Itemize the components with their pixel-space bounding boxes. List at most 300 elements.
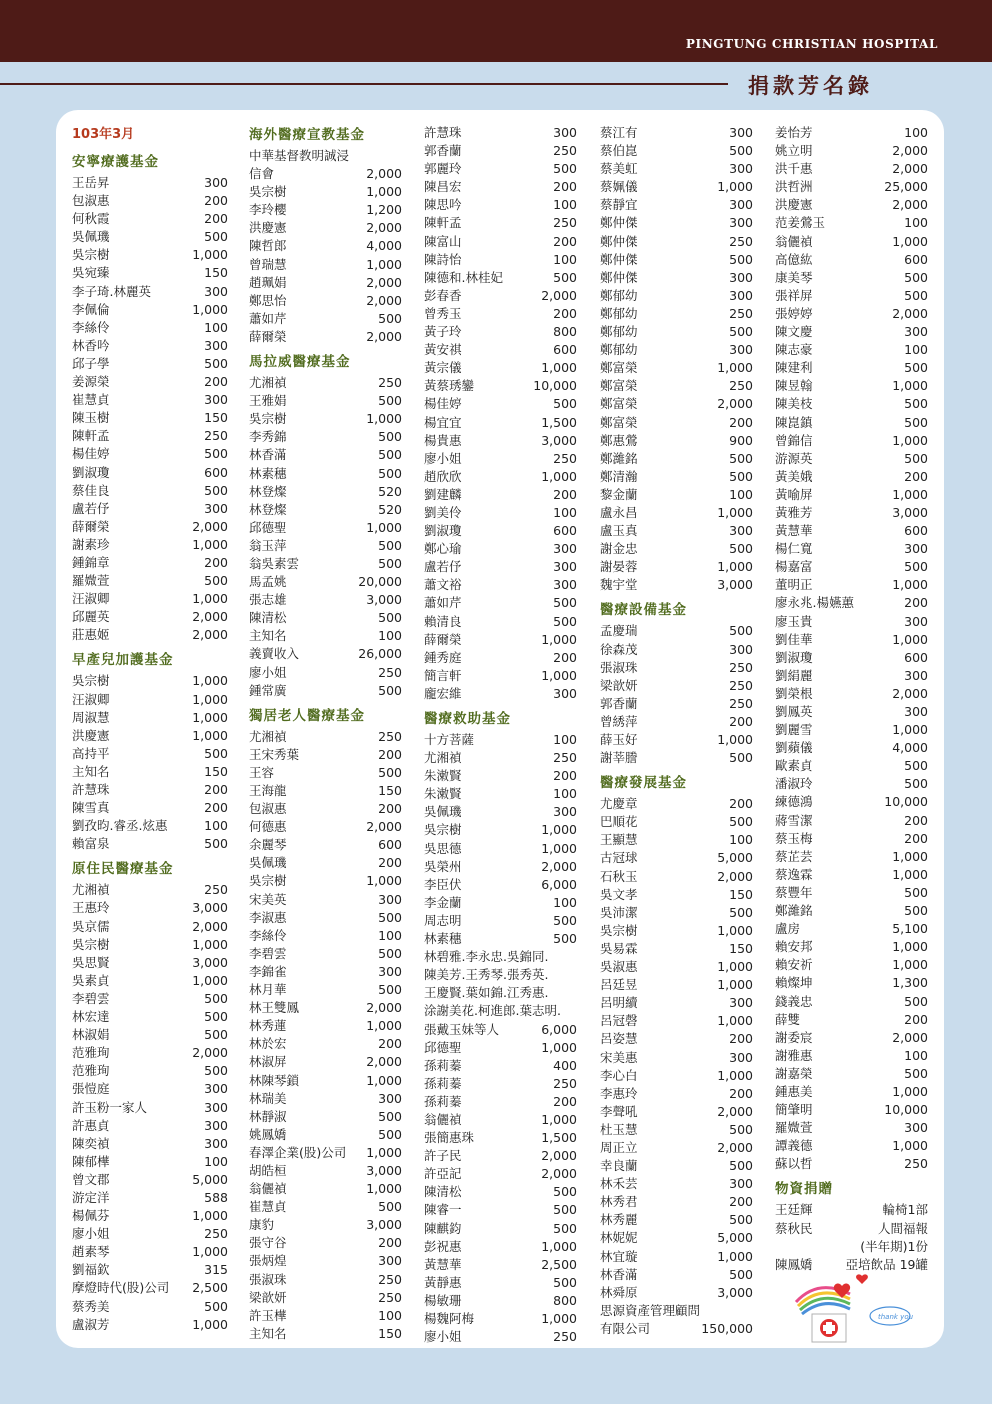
donation-amount: 200 <box>729 713 753 729</box>
donation-amount: 1,000 <box>541 667 577 683</box>
donor-row <box>775 920 928 938</box>
donation-amount: 500 <box>378 310 402 326</box>
donor-name: 楊敏珊 <box>424 1292 462 1308</box>
donation-amount: 1,000 <box>717 1248 753 1264</box>
donor-row <box>424 821 577 839</box>
fund-section-title: 醫療發展基金 <box>600 775 687 792</box>
donor-row <box>600 233 753 251</box>
donor-name: 洪慶憲 <box>72 727 110 743</box>
donor-row <box>775 414 928 432</box>
donor-row <box>775 486 928 504</box>
donor-name: 張淑珠 <box>600 659 638 675</box>
donor-row <box>775 522 928 540</box>
donation-amount: 500 <box>904 414 928 430</box>
donor-row <box>249 465 402 483</box>
donor-row <box>249 274 402 292</box>
donor-name: 趙珮娟 <box>249 274 287 290</box>
donor-name: 蘇以哲 <box>775 1156 813 1172</box>
donor-name: 陳詩怡 <box>424 251 462 267</box>
donation-amount: 500 <box>553 931 577 947</box>
donor-name: 李絲伶 <box>72 319 110 335</box>
donor-name: 鍾秀庭 <box>424 649 462 665</box>
donor-row <box>249 237 402 255</box>
donation-amount: 500 <box>904 776 928 792</box>
donor-name: 劉榮根 <box>775 685 813 701</box>
donor-name: 彭祝惠 <box>424 1238 462 1254</box>
donation-amount: 1,000 <box>717 922 753 938</box>
donation-amount: 250 <box>729 677 753 693</box>
donation-amount: 300 <box>204 283 228 299</box>
donor-name: 謝晏蓉 <box>600 559 638 575</box>
donor-name: 翁儷禎 <box>249 1181 287 1197</box>
donation-amount: 500 <box>204 355 228 371</box>
donor-name: 楊魏阿梅 <box>424 1311 475 1326</box>
donor-row <box>775 323 928 341</box>
donor-row <box>424 1039 577 1057</box>
donor-row <box>249 1289 402 1307</box>
donation-amount: 1,000 <box>366 1144 402 1160</box>
donor-name: 杜玉慧 <box>600 1121 638 1137</box>
donor-row <box>249 728 402 746</box>
donor-name: 簡肇明 <box>775 1102 813 1118</box>
donor-row <box>424 1111 577 1129</box>
donor-name: 陳美芳.王秀琴.張秀英. <box>424 967 549 983</box>
donor-row <box>249 201 402 219</box>
donor-name: 鄭心瑜 <box>424 541 462 557</box>
donation-amount: 10,000 <box>884 794 928 810</box>
donor-row <box>600 1175 753 1193</box>
donor-row <box>424 414 577 432</box>
donor-name: 黃宗儀 <box>424 360 462 376</box>
donation-amount: 5,000 <box>717 1230 753 1246</box>
donor-row <box>72 1044 228 1062</box>
donor-row <box>600 269 753 287</box>
donor-name: 陳德和.林桂妃 <box>424 269 503 285</box>
donor-row <box>72 781 228 799</box>
donation-amount: 1,000 <box>892 722 928 738</box>
donation-amount: 500 <box>204 990 228 1006</box>
donor-name: 林秀蓮 <box>249 1018 287 1034</box>
donation-amount: 3,000 <box>192 954 228 970</box>
donor-row <box>600 1229 753 1247</box>
issue-month: 103年3月 <box>72 127 135 142</box>
donor-name: 張祥屏 <box>775 287 813 303</box>
donation-amount: 2,000 <box>366 274 402 290</box>
donation-amount: 1,000 <box>192 691 228 707</box>
donation-amount: 100 <box>378 1307 402 1323</box>
donor-row <box>72 1153 228 1171</box>
donor-row <box>249 1307 402 1325</box>
donor-row <box>775 1029 928 1047</box>
donation-amount: 300 <box>553 804 577 820</box>
donation-amount: 1,500 <box>541 414 577 430</box>
donor-name: 尤湘禎 <box>424 750 462 766</box>
donor-name: 蔡靜宜 <box>600 197 638 213</box>
donor-row <box>600 1121 753 1139</box>
donation-amount: 100 <box>904 342 928 358</box>
donation-amount: 1,000 <box>192 247 228 263</box>
donor-row <box>249 1271 402 1289</box>
donor-row <box>600 395 753 413</box>
donor-row <box>424 1093 577 1111</box>
donor-row <box>600 558 753 576</box>
donation-amount: 2,000 <box>541 1166 577 1182</box>
donor-row <box>775 830 928 848</box>
donor-row <box>424 1238 577 1256</box>
donation-amount: 150 <box>204 410 228 426</box>
donor-name: 蕭文裕 <box>424 577 462 593</box>
donation-amount: 500 <box>729 1158 753 1174</box>
donor-name: 許慧珠 <box>424 125 462 140</box>
donation-amount: 150 <box>729 940 753 956</box>
donor-row <box>424 1057 577 1075</box>
donation-amount: 500 <box>378 393 402 409</box>
donor-row <box>424 522 577 540</box>
donation-amount: 1,000 <box>892 866 928 882</box>
donor-row <box>424 984 577 1002</box>
donor-name: 劉鳳英 <box>775 704 813 719</box>
donation-amount: 1,000 <box>892 1083 928 1099</box>
donor-name: 陳奕禎 <box>72 1135 110 1151</box>
donation-amount: 1,000 <box>717 732 753 747</box>
donor-name: 曾秀玉 <box>424 305 462 321</box>
donor-name: 謝素珍 <box>72 536 110 552</box>
donor-name: 周志明 <box>424 912 462 928</box>
donation-amount: 200 <box>204 554 228 570</box>
donation-amount: 500 <box>378 610 402 626</box>
donation-amount: 300 <box>904 541 928 557</box>
donor-name: 林登燦 <box>249 501 287 517</box>
donation-amount: 200 <box>204 374 228 390</box>
donor-name: 李子琦.林麗英 <box>72 283 151 299</box>
donor-row <box>249 428 402 446</box>
donation-amount: 200 <box>378 1036 402 1052</box>
donor-row <box>600 468 753 486</box>
donation-amount: 500 <box>378 555 402 571</box>
donor-row <box>600 1157 753 1175</box>
donor-name: 蔡伯崑 <box>600 143 638 159</box>
donor-name: 義賣收入 <box>249 646 300 662</box>
donation-amount: 500 <box>904 903 928 919</box>
donor-row <box>424 1328 577 1346</box>
donor-row <box>249 1234 402 1252</box>
donor-name: 練德鴻 <box>775 794 813 810</box>
donor-row <box>249 1072 402 1090</box>
donor-row <box>600 849 753 867</box>
donor-name: 鍾錦章 <box>72 554 110 570</box>
donor-name: 賴安祈 <box>775 957 813 973</box>
donor-row <box>775 1047 928 1065</box>
donor-name: 姜源榮 <box>72 374 110 390</box>
donor-name: 劉孜昀.睿丞.炫惠 <box>72 818 168 834</box>
donor-name: 呂冠磬 <box>600 1013 638 1029</box>
donation-amount: 300 <box>204 1099 228 1115</box>
donation-amount: 5,000 <box>717 850 753 866</box>
donor-row <box>249 1017 402 1035</box>
donor-row <box>600 1211 753 1229</box>
donor-name: 林宜璇 <box>600 1248 638 1264</box>
donor-row <box>249 519 402 537</box>
donation-amount: 300 <box>204 392 228 408</box>
donor-row <box>775 703 928 721</box>
donor-row <box>72 1261 228 1279</box>
donation-amount: 1,000 <box>717 360 753 376</box>
donor-row <box>600 1067 753 1085</box>
donation-amount: 2,500 <box>541 1256 577 1272</box>
donor-row <box>424 1147 577 1165</box>
donor-row <box>775 341 928 359</box>
donor-row <box>72 1099 228 1117</box>
donor-name: 姜怡芳 <box>775 125 813 140</box>
donation-amount: 250 <box>378 728 402 744</box>
donor-name: 王宋秀葉 <box>249 746 300 762</box>
donation-amount: 1,000 <box>366 256 402 272</box>
donor-row <box>424 558 577 576</box>
donor-name: 鄭郁幼 <box>600 324 638 340</box>
donation-amount: 300 <box>729 641 753 657</box>
donation-amount: 4,000 <box>366 238 402 254</box>
donor-row <box>72 691 228 709</box>
donor-name: 趙素琴 <box>72 1244 110 1260</box>
donor-row <box>72 409 228 427</box>
donor-row <box>775 359 928 377</box>
donor-row <box>72 727 228 745</box>
donor-name: 謝雅惠 <box>775 1047 813 1063</box>
donor-name: 吳宗樹 <box>600 922 638 938</box>
donor-row <box>72 391 228 409</box>
donation-amount: 500 <box>553 269 577 285</box>
donation-amount: 1,000 <box>192 709 228 725</box>
donor-row <box>249 909 402 927</box>
donor-row <box>72 990 228 1008</box>
donation-amount: 200 <box>204 782 228 797</box>
donor-row <box>424 359 577 377</box>
donor-row <box>424 1129 577 1147</box>
donor-name: 郭香蘭 <box>600 695 638 711</box>
donor-name: 薛雙 <box>775 1011 801 1027</box>
donation-amount: 600 <box>904 649 928 665</box>
donation-amount: 1,000 <box>892 631 928 647</box>
donor-name: 尤慶章 <box>600 796 638 812</box>
donation-amount: 500 <box>378 537 402 553</box>
donation-amount: 1,000 <box>892 577 928 593</box>
donor-name: 吳佩璣 <box>424 804 462 820</box>
donor-row <box>72 500 228 518</box>
donor-name: 林禾芸 <box>600 1176 638 1192</box>
donation-amount: 500 <box>729 251 753 267</box>
donation-amount: 1,500 <box>541 1130 577 1146</box>
donor-row <box>775 196 928 214</box>
donor-row <box>249 1090 402 1108</box>
donor-name: 許惠貞 <box>72 1117 110 1133</box>
donor-row <box>424 858 577 876</box>
donor-name: 楊佳婷 <box>72 446 110 462</box>
fund-section-title: 醫療設備基金 <box>600 602 687 619</box>
donation-amount: 1,000 <box>892 939 928 955</box>
donor-name: 翁儷禎 <box>424 1111 462 1127</box>
donation-amount: 1,000 <box>366 519 402 535</box>
donor-name: 王岳昇 <box>72 175 110 190</box>
donor-name: 洪慶憲 <box>249 220 287 236</box>
donor-name: 孟慶瑞 <box>600 623 638 639</box>
donor-name: 謝莘謄 <box>600 750 638 766</box>
donation-amount: 200 <box>904 812 928 828</box>
donor-row <box>600 976 753 994</box>
donation-amount: 200 <box>729 1031 753 1047</box>
donation-amount: 500 <box>553 595 577 611</box>
donor-row <box>424 233 577 251</box>
donor-row <box>424 1183 577 1201</box>
donor-name: 王雅娟 <box>249 393 287 409</box>
donor-row <box>72 1298 228 1316</box>
donor-row <box>775 956 928 974</box>
donor-name: 林舜原 <box>600 1284 638 1300</box>
donor-name: 鄭仲傑 <box>600 215 638 231</box>
donation-amount: 200 <box>378 746 402 762</box>
donation-amount: 2,000 <box>541 287 577 303</box>
donor-name: 劉淑瓊 <box>775 649 813 665</box>
donation-amount: 500 <box>204 446 228 462</box>
donation-amount: 500 <box>378 764 402 780</box>
donor-row <box>600 1248 753 1266</box>
donor-name: 林秀君 <box>600 1194 638 1210</box>
donor-row <box>72 192 228 210</box>
donor-row <box>775 631 928 649</box>
donation-amount: 500 <box>204 573 228 589</box>
donor-name: 吳文孝 <box>600 886 638 902</box>
donor-row <box>424 948 577 966</box>
donation-amount: 6,000 <box>541 876 577 892</box>
donor-row <box>424 803 577 821</box>
donor-row <box>600 886 753 904</box>
donor-name: 楊佩芬 <box>72 1208 110 1224</box>
donor-name: 陳美枝 <box>775 396 813 412</box>
donor-name: 陳清松 <box>249 610 287 626</box>
donor-name: 高持平 <box>72 745 110 761</box>
donor-row <box>775 576 928 594</box>
donation-amount: 500 <box>553 613 577 629</box>
donor-row <box>424 1201 577 1219</box>
donation-amount: 1,000 <box>892 486 928 502</box>
donation-amount: 250 <box>553 215 577 231</box>
donation-amount: 300 <box>904 1120 928 1136</box>
donation-amount: 500 <box>378 465 402 481</box>
donor-name: 李臣伏 <box>424 876 462 892</box>
donor-row <box>775 160 928 178</box>
donor-row <box>775 1065 928 1083</box>
donation-amount: 300 <box>729 269 753 285</box>
fund-section-title: 物資捐贈 <box>775 1181 833 1198</box>
donation-amount: 500 <box>378 945 402 961</box>
donor-name: 有限公司 <box>600 1320 651 1336</box>
donor-row <box>424 395 577 413</box>
donor-row <box>775 142 928 160</box>
donation-amount: 520 <box>378 501 402 517</box>
donor-row <box>600 522 753 540</box>
donor-name: 梁歆妍 <box>249 1289 287 1305</box>
donation-amount: 300 <box>729 523 753 539</box>
donor-name: 尤湘禎 <box>72 882 110 898</box>
donation-amount: 1,000 <box>717 1013 753 1029</box>
donor-name: 蔡芷芸 <box>775 848 813 864</box>
donation-amount: 200 <box>378 1235 402 1251</box>
donation-amount: 500 <box>729 1266 753 1282</box>
donation-amount: 250 <box>904 1156 928 1172</box>
donation-amount: 315 <box>204 1262 228 1278</box>
donor-row <box>424 450 577 468</box>
donation-amount: 500 <box>904 450 928 466</box>
donor-row <box>249 818 402 836</box>
donation-amount: 200 <box>553 233 577 249</box>
donor-row <box>775 1101 928 1119</box>
donor-row <box>424 840 577 858</box>
donor-name: 盧永昌 <box>600 504 638 520</box>
donation-amount: 150 <box>204 265 228 281</box>
donor-row <box>424 432 577 450</box>
donor-row <box>775 233 928 251</box>
donor-name: 王容 <box>249 764 275 780</box>
donor-row <box>775 848 928 866</box>
donor-row <box>600 994 753 1012</box>
donation-amount: 500 <box>204 229 228 245</box>
donation-amount: 520 <box>378 483 402 499</box>
donor-name: 陳哲郎 <box>249 238 287 254</box>
donor-row <box>775 649 928 667</box>
donation-amount: 300 <box>553 685 577 701</box>
donation-amount: 150 <box>204 763 228 779</box>
donor-row <box>249 682 402 700</box>
donor-name: 呂姿慧 <box>600 1031 638 1047</box>
donor-row <box>424 731 577 749</box>
donation-amount: 150 <box>729 886 753 902</box>
donor-row <box>600 377 753 395</box>
donor-row <box>72 954 228 972</box>
donor-name: 李錦雀 <box>249 963 287 979</box>
donation-amount: 500 <box>553 1184 577 1200</box>
donor-name: 賴安邦 <box>775 939 813 955</box>
donation-amount: 500 <box>729 1212 753 1228</box>
donor-name: 薛爾榮 <box>72 518 110 534</box>
donor-row <box>600 1302 753 1320</box>
donor-name: 陳崑鎮 <box>775 414 813 430</box>
donation-amount: 1,000 <box>717 559 753 575</box>
donation-amount: 250 <box>553 750 577 766</box>
donation-amount: 100 <box>904 125 928 140</box>
donor-name: 鄭濰銘 <box>775 903 813 919</box>
donor-name: 張淑珠 <box>249 1271 287 1287</box>
donation-amount: 588 <box>204 1189 228 1205</box>
donor-name: 吳沛潔 <box>600 904 638 920</box>
donor-name: 林妮妮 <box>600 1230 638 1246</box>
donation-amount: 500 <box>729 1121 753 1137</box>
donor-row <box>424 142 577 160</box>
donation-amount: 2,000 <box>366 166 402 182</box>
donor-row <box>249 782 402 800</box>
donor-row <box>775 269 928 287</box>
donor-row <box>775 866 928 884</box>
donation-amount: 100 <box>553 732 577 747</box>
donation-amount: 3,000 <box>541 432 577 448</box>
donor-name: 吳素貞 <box>72 972 110 988</box>
donor-name: 劉福欽 <box>72 1262 110 1278</box>
donor-row <box>249 1035 402 1053</box>
donation-amount: 500 <box>378 447 402 463</box>
donor-row <box>249 1108 402 1126</box>
donor-name: 摩燈時代(股)公司 <box>72 1280 170 1296</box>
donation-amount: 亞培飲品 19罐 <box>845 1256 928 1272</box>
donor-name: 陳郁樺 <box>72 1153 110 1169</box>
donor-name: 徐森茂 <box>600 641 638 657</box>
